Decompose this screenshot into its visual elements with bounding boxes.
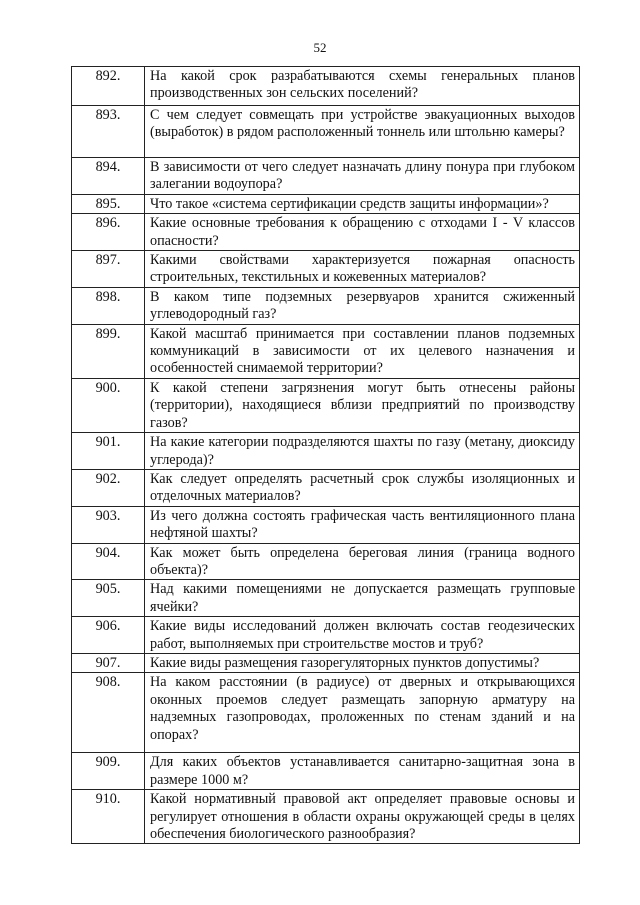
questions-table <box>71 66 580 844</box>
page-number: 52 <box>313 40 327 55</box>
question-text: На какой срок разрабатываются схемы генеральных планов производственных зон сельских поселений? <box>145 67 580 106</box>
question-number: 907. <box>72 653 145 672</box>
table-row <box>72 753 580 790</box>
question-text: На какие категории подразделяются шахты по газу (метану, диоксиду углерода)? <box>145 433 580 470</box>
table-row <box>72 617 580 654</box>
question-number: 904. <box>72 543 145 580</box>
question-number: 898. <box>72 287 145 324</box>
question-text: Что такое «система сертификации средств защиты информации»? <box>145 194 580 213</box>
table-row <box>72 653 580 672</box>
table-row <box>72 214 580 251</box>
question-number: 899. <box>72 324 145 378</box>
question-number: 900. <box>72 378 145 432</box>
question-number: 906. <box>72 617 145 654</box>
question-text: В зависимости от чего следует назначать длину понура при глубоком залегании водоупора? <box>145 158 580 195</box>
table-row <box>72 67 580 106</box>
table-row <box>72 158 580 195</box>
question-text: С чем следует совмещать при устройстве эвакуационных выходов (выработок) в рядом расположенный тоннель или штольню камеры? <box>145 106 580 158</box>
table-row <box>72 469 580 506</box>
table-row <box>72 433 580 470</box>
question-text: К какой степени загрязнения могут быть отнесены районы (территории), находящиеся вблизи предприятий по производству газов? <box>145 378 580 432</box>
question-text: Над какими помещениями не допускается размещать групповые ячейки? <box>145 580 580 617</box>
question-text: На каком расстоянии (в радиусе) от дверных и открывающихся оконных проемов следует размещать запорную арматуру на надземных газопроводах, проложенных по стенам зданий и на опорах? <box>145 673 580 753</box>
question-text: Какие основные требования к обращению с отходами I - V классов опасности? <box>145 214 580 251</box>
table-row <box>72 543 580 580</box>
question-text: В каком типе подземных резервуаров хранится сжиженный углеводородный газ? <box>145 287 580 324</box>
question-number: 895. <box>72 194 145 213</box>
table-row <box>72 580 580 617</box>
question-number: 908. <box>72 673 145 753</box>
question-text: Какими свойствами характеризуется пожарная опасность строительных, текстильных и кожевенных материалов? <box>145 251 580 288</box>
question-text: Для каких объектов устанавливается санитарно-защитная зона в размере 1000 м? <box>145 753 580 790</box>
table-row <box>72 251 580 288</box>
question-number: 896. <box>72 214 145 251</box>
question-text: Какой нормативный правовой акт определяет правовые основы и регулирует отношения в области охраны окружающей среды в целях обеспечения биологического разнообразия? <box>145 790 580 844</box>
table-row <box>72 287 580 324</box>
table-row <box>72 506 580 543</box>
question-text: Из чего должна состоять графическая часть вентиляционного плана нефтяной шахты? <box>145 506 580 543</box>
question-number: 893. <box>72 106 145 158</box>
question-number: 892. <box>72 67 145 106</box>
question-number: 905. <box>72 580 145 617</box>
question-number: 902. <box>72 469 145 506</box>
question-number: 903. <box>72 506 145 543</box>
question-number: 897. <box>72 251 145 288</box>
question-number: 909. <box>72 753 145 790</box>
question-text: Как может быть определена береговая линия (граница водного объекта)? <box>145 543 580 580</box>
question-text: Какие виды размещения газорегуляторных пунктов допустимы? <box>145 653 580 672</box>
question-number: 901. <box>72 433 145 470</box>
question-number: 894. <box>72 158 145 195</box>
table-row <box>72 378 580 432</box>
table-row <box>72 790 580 844</box>
question-text: Какие виды исследований должен включать состав геодезических работ, выполняемых при строительстве мостов и труб? <box>145 617 580 654</box>
table-row <box>72 324 580 378</box>
question-number: 910. <box>72 790 145 844</box>
question-text: Как следует определять расчетный срок службы изоляционных и отделочных материалов? <box>145 469 580 506</box>
table-row <box>72 194 580 213</box>
question-text: Какой масштаб принимается при составлении планов подземных коммуникаций в зависимости от их целевого назначения и особенностей снимаемой территории? <box>145 324 580 378</box>
table-row <box>72 673 580 753</box>
table-row <box>72 106 580 158</box>
